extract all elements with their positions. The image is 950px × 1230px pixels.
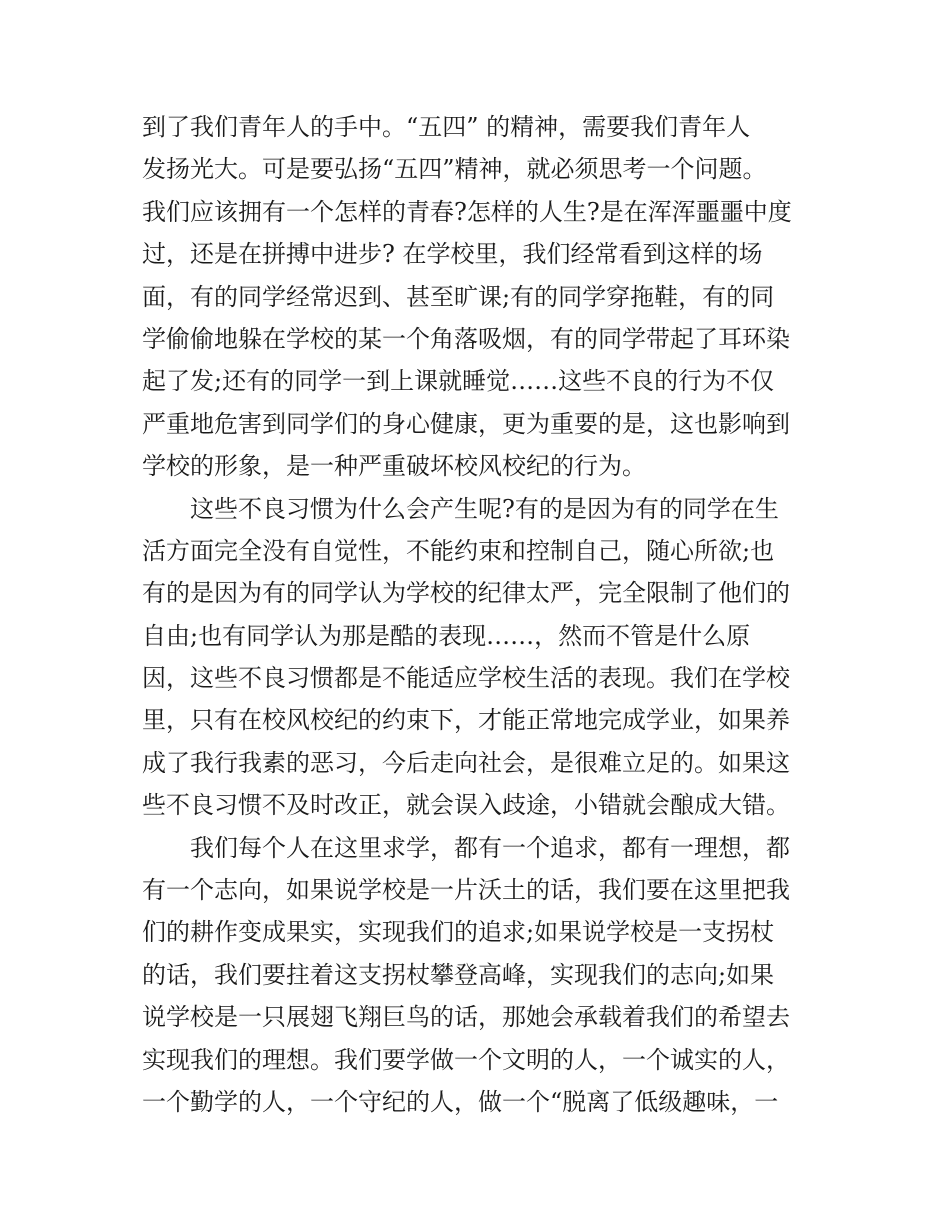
text-line: 学偷偷地躲在学校的某一个角落吸烟，有的同学带起了耳环染: [142, 324, 790, 353]
text-line: 说学校是一只展翅飞翔巨鸟的话，那她会承载着我们的希望去: [142, 1003, 790, 1032]
text-line: 严重地危害到同学们的身心健康，更为重要的是，这也影响到: [142, 409, 790, 438]
text-line: 因，这些不良习惯都是不能适应学校生活的表现。我们在学校: [142, 664, 790, 693]
text-line: 学校的形象，是一种严重破坏校风校纪的行为。: [142, 452, 646, 481]
text-line: 些不良习惯不及时改正，就会误入歧途，小错就会酿成大错。: [142, 791, 790, 820]
text-line: 的话，我们要拄着这支拐杖攀登高峰，实现我们的志向;如果: [142, 960, 775, 989]
text-line: 有的是因为有的同学认为学校的纪律太严，完全限制了他们的: [142, 579, 790, 608]
text-line: 自由;也有同学认为那是酷的表现……，然而不管是什么原: [142, 621, 751, 650]
body-text: [142, 106, 822, 1123]
text-line: 发扬光大。可是要弘扬“五四”精神，就必须思考一个问题。: [142, 155, 767, 184]
paragraph-start-line: 这些不良习惯为什么会产生呢?有的是因为有的同学在生: [190, 494, 779, 523]
text-line: 过，还是在拼搏中进步? 在学校里，我们经常看到这样的场: [142, 240, 763, 269]
text-line: 一个勤学的人，一个守纪的人，做一个“脱离了低级趣味，一: [142, 1087, 779, 1116]
text-line: 里，只有在校风校纪的约束下，才能正常地完成学业，如果养: [142, 706, 790, 735]
text-line: 们的耕作变成果实，实现我们的追求;如果说学校是一支拐杖: [142, 918, 775, 947]
paragraph-start-line: 我们每个人在这里求学，都有一个追求，都有一理想，都: [190, 833, 790, 862]
text-line: 面，有的同学经常迟到、甚至旷课;有的同学穿拖鞋，有的同: [142, 282, 775, 311]
text-line: 有一个志向，如果说学校是一片沃土的话，我们要在这里把我: [142, 876, 790, 905]
text-line: 我们应该拥有一个怎样的青春?怎样的人生?是在浑浑噩噩中度: [142, 197, 792, 226]
text-line: 成了我行我素的恶习，今后走向社会，是很难立足的。如果这: [142, 748, 790, 777]
text-line: 到了我们青年人的手中。“五四” 的精神，需要我们青年人: [142, 113, 751, 141]
text-line: 活方面完全没有自觉性，不能约束和控制自己，随心所欲;也: [142, 536, 775, 565]
text-line: 实现我们的理想。我们要学做一个文明的人，一个诚实的人，: [142, 1045, 790, 1074]
text-line: 起了发;还有的同学一到上课就睡觉……这些不良的行为不仅: [142, 367, 775, 396]
